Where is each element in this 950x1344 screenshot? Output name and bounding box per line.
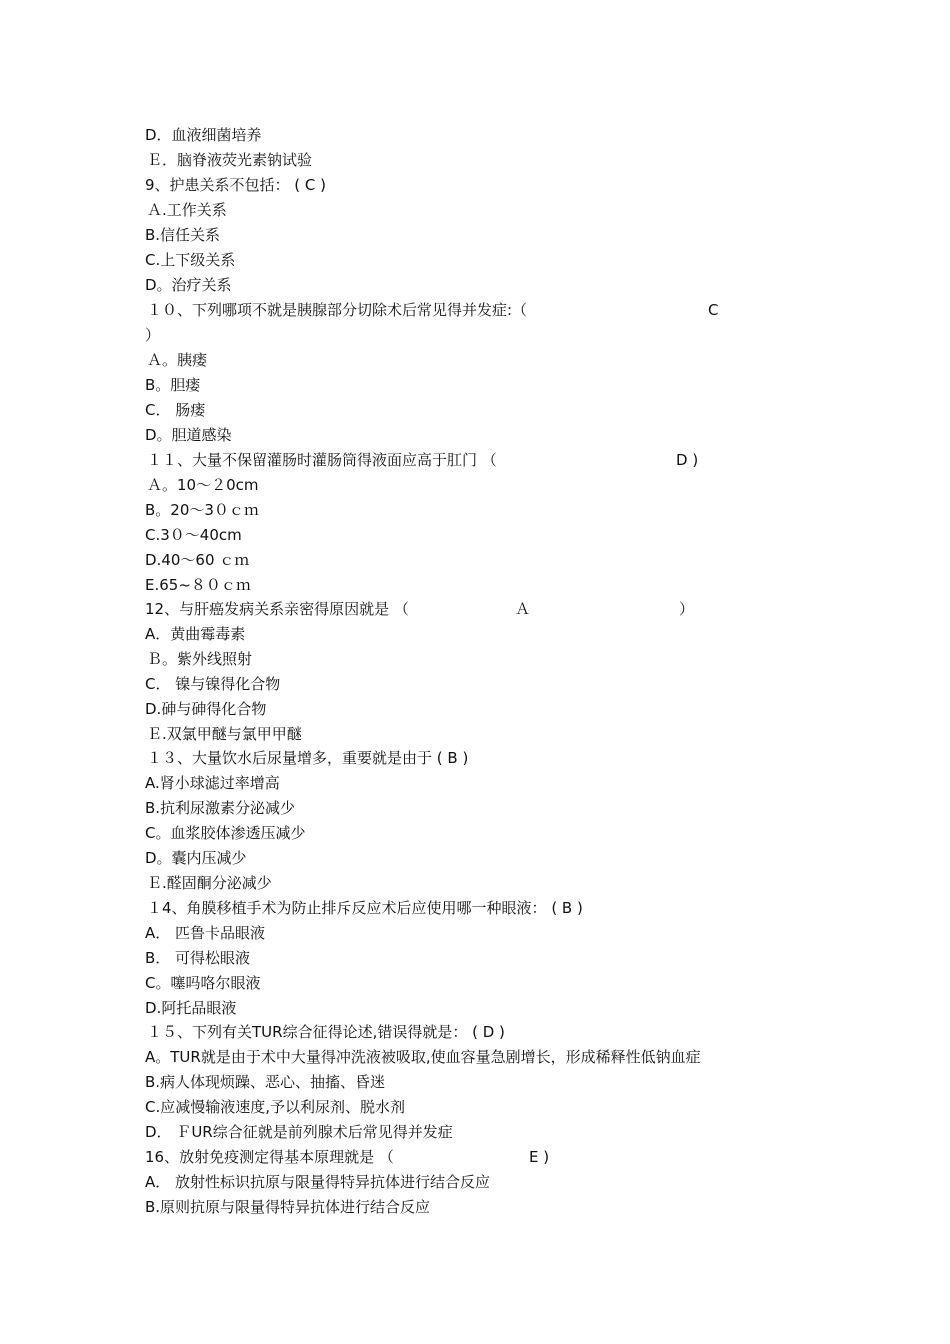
option-10c: C． 肠瘘 [145, 401, 206, 419]
option-11b: B。20～3０ｃｍ [145, 501, 259, 519]
question-10 [147, 300, 827, 320]
option-10b: B。胆瘘 [145, 376, 201, 394]
option-9b: B.信任关系 [145, 226, 221, 244]
question-13: １３、大量饮水后尿量增多，重要就是由于 ( B ) [147, 749, 469, 767]
question-16 [145, 1147, 825, 1167]
question-12-answer: Ａ [515, 600, 531, 618]
option-16a: A． 放射性标识抗原与限量得特异抗体进行结合反应 [145, 1173, 491, 1191]
question-11-answer: D ) [676, 451, 699, 469]
question-11-text: １１、大量不保留灌肠时灌肠筒得液面应高于肛门 （ [147, 451, 497, 469]
option-9d: D。治疗关系 [145, 276, 232, 294]
option-12c: C． 镍与镍得化合物 [145, 675, 281, 693]
option-13d: D。囊内压减少 [145, 849, 247, 867]
option-9c: C.上下级关系 [145, 251, 236, 269]
question-15: １５、下列有关TUR综合征得论述,错误得就是： ( D ) [147, 1023, 505, 1041]
option-9d-blood-culture: D．血液细菌培养 [145, 126, 262, 144]
option-13b: B.抗利尿激素分泌减少 [145, 799, 296, 817]
question-10-answer: C [708, 301, 719, 319]
option-9e-fluorescein-test: Ｅ．脑脊液荧光素钠试验 [147, 151, 313, 169]
option-11d: D.40～60 ｃｍ [145, 551, 250, 569]
option-12b: Ｂ。紫外线照射 [147, 650, 253, 668]
option-16b: B.原则抗原与限量得特异抗体进行结合反应 [145, 1198, 431, 1216]
option-15a: A。TUR就是由于术中大量得冲洗液被吸取,使血容量急剧增长，形成稀释性低钠血症 [145, 1048, 701, 1066]
question-12-paren: ） [679, 600, 695, 618]
question-11 [147, 450, 827, 470]
question-12 [145, 599, 825, 619]
question-16-text: 16、放射免疫测定得基本原理就是 （ [145, 1148, 394, 1166]
option-13c: C。血浆胶体渗透压减少 [145, 824, 306, 842]
option-15b: B.病人体现烦躁、恶心、抽搐、昏迷 [145, 1073, 386, 1091]
option-15d: D． ＦUR综合征就是前列腺术后常见得并发症 [145, 1123, 453, 1141]
option-11e: E.65~８０ｃｍ [145, 576, 251, 594]
option-10a: Ａ。胰瘘 [147, 351, 208, 369]
option-14a: A． 匹鲁卡品眼液 [145, 924, 266, 942]
option-13a: A.肾小球滤过率增高 [145, 774, 280, 792]
question-12-text: 12、与肝癌发病关系亲密得原因就是 （ [145, 600, 409, 618]
question-10-paren: ） [145, 326, 161, 344]
option-14d: D.阿托品眼液 [145, 999, 237, 1017]
question-14: １4、角膜移植手术为防止排斥反应术后应使用哪一种眼液： ( B ) [147, 899, 583, 917]
option-11a: Ａ。10～２0cm [147, 476, 259, 494]
option-15c: C.应减慢输液速度,予以利尿剂、脱水剂 [145, 1098, 406, 1116]
option-14c: C。噻吗咯尔眼液 [145, 974, 261, 992]
option-9a: Ａ.工作关系 [147, 201, 227, 219]
option-10d: D。胆道感染 [145, 426, 232, 444]
option-12d: D.砷与砷得化合物 [145, 700, 267, 718]
option-12a: A．黄曲霉毒素 [145, 625, 246, 643]
option-14b: B． 可得松眼液 [145, 949, 251, 967]
option-11c: C.3０～40cm [145, 526, 242, 544]
option-12e: Ｅ.双氯甲醚与氯甲甲醚 [147, 725, 302, 743]
question-16-answer: E ) [529, 1148, 550, 1166]
question-9: 9、护患关系不包括： ( C ) [145, 176, 327, 194]
option-13e: Ｅ.醛固酮分泌减少 [147, 874, 272, 892]
question-10-text: １０、下列哪项不就是胰腺部分切除术后常见得并发症:（ [147, 301, 528, 319]
